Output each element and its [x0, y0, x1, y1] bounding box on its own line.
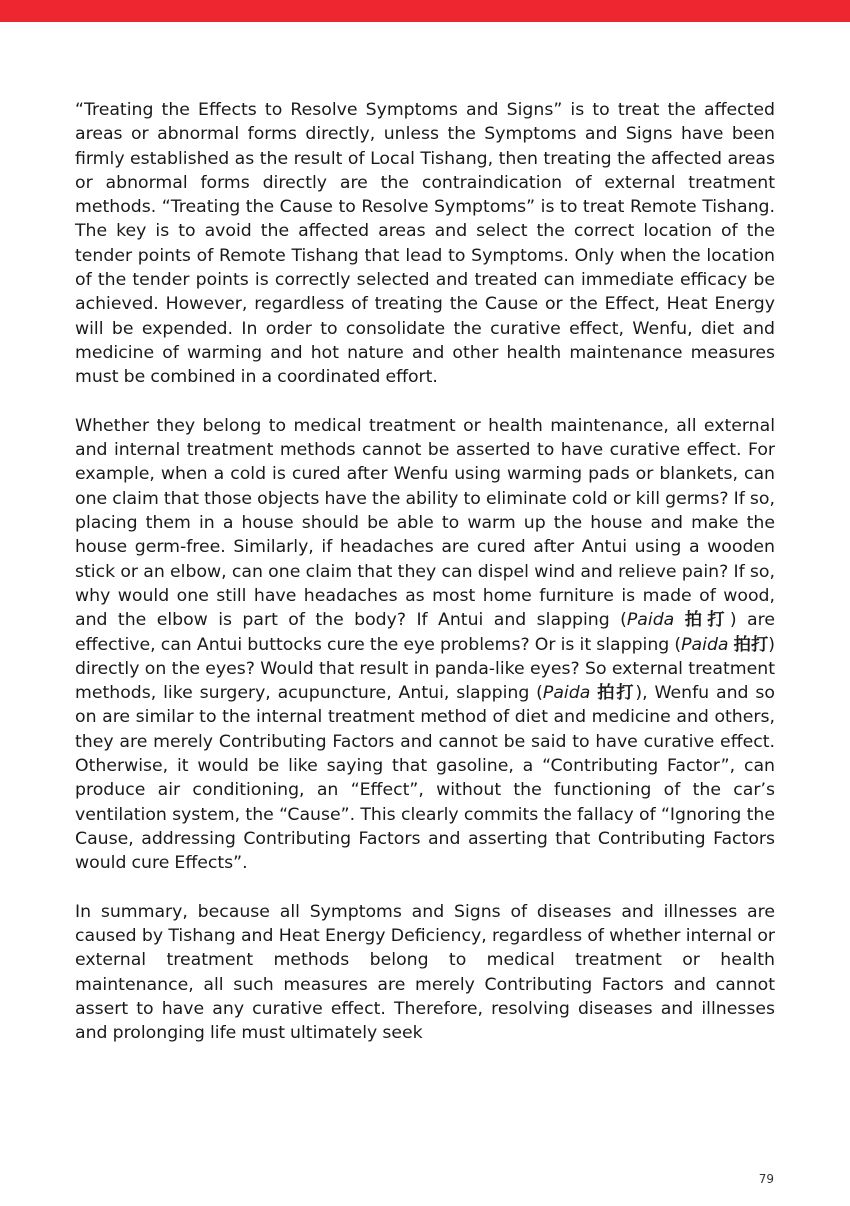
- paragraph: [75, 900, 775, 1046]
- top-color-bar: [0, 0, 850, 22]
- chinese-term: 拍打: [684, 610, 730, 631]
- italic-term: Paida: [542, 683, 591, 704]
- text-segment: ), Wenfu and so on are similar to the internal treatment method of diet and medicine and others, they are merely Contributing Factors and cannot be said to have curative effect. Otherwise, it would be like saying that gasoline, a “Contributing Factor”, can produce air conditioning, an “Effect”, without the functioning of the car’s ventilation system, the “Cause”. This clearly commits the fallacy of “Ignoring the Cause, addressing Contributing Factors and asserting that Contributing Factors would cure Effects”.: [75, 683, 775, 874]
- page-number: 79: [758, 1172, 774, 1186]
- paragraph: [75, 414, 775, 876]
- text-segment: “Treating the Effects to Resolve Symptoms and Signs” is to treat the affected areas or abnormal forms directly, unless the Symptoms and Signs have been firmly established as the result of Local Tishang, then treating the affected areas or abnormal forms directly are the contraindication of external treatment methods. “Treating the Cause to Resolve Symptoms” is to treat Remote Tishang. The key is to avoid the affected areas and select the correct location of the tender points of Remote Tishang that lead to Symptoms. Only when the location of the tender points is correctly selected and treated can immediate efficacy be achieved. However, regardless of treating the Cause or the Effect, Heat Energy will be expended. In order to consolidate the curative effect, Wenfu, diet and medicine of warming and hot nature and other health maintenance measures must be combined in a coordinated effort.: [75, 100, 775, 388]
- text-segment: [674, 610, 684, 630]
- page-body: [75, 98, 775, 1070]
- text-segment: In summary, because all Symptoms and Signs of diseases and illnesses are caused by Tishang and Heat Energy Deficiency, regardless of whether internal or external treatment methods belong to medical treatment or health maintenance, all such measures are merely Contributing Factors and cannot assert to have any curative effect. Therefore, resolving diseases and illnesses and prolonging life must ultimately seek: [75, 901, 775, 1044]
- paragraph: [75, 98, 775, 390]
- text-segment: ) directly on the eyes? Would that result in panda-like eyes? So external treatment methods, like surgery, acupuncture, Antui, slapping (: [75, 634, 775, 704]
- italic-term: Paida: [626, 610, 675, 631]
- chinese-term: 拍打: [733, 634, 769, 655]
- text-segment: Whether they belong to medical treatment or health maintenance, all external and internal treatment methods cannot be asserted to have curative effect. For example, when a cold is cured after Wenfu using warming pads or blankets, can one claim that those objects have the ability to eliminate cold or kill germs? If so, placing them in a house should be able to warm up the house and make the house germ-free. Similarly, if headaches are cured after Antui using a wooden stick or an elbow, can one claim that they can dispel wind and relieve pain? If so, why would one still have headaches as most home furniture is made of wood, and the elbow is part of the body? If Antui and slapping (: [75, 415, 775, 631]
- text-segment: ) are effective, can Antui buttocks cure the eye problems? Or is it slapping (: [75, 610, 775, 655]
- chinese-term: 拍打: [597, 683, 636, 704]
- italic-term: Paida: [681, 634, 729, 655]
